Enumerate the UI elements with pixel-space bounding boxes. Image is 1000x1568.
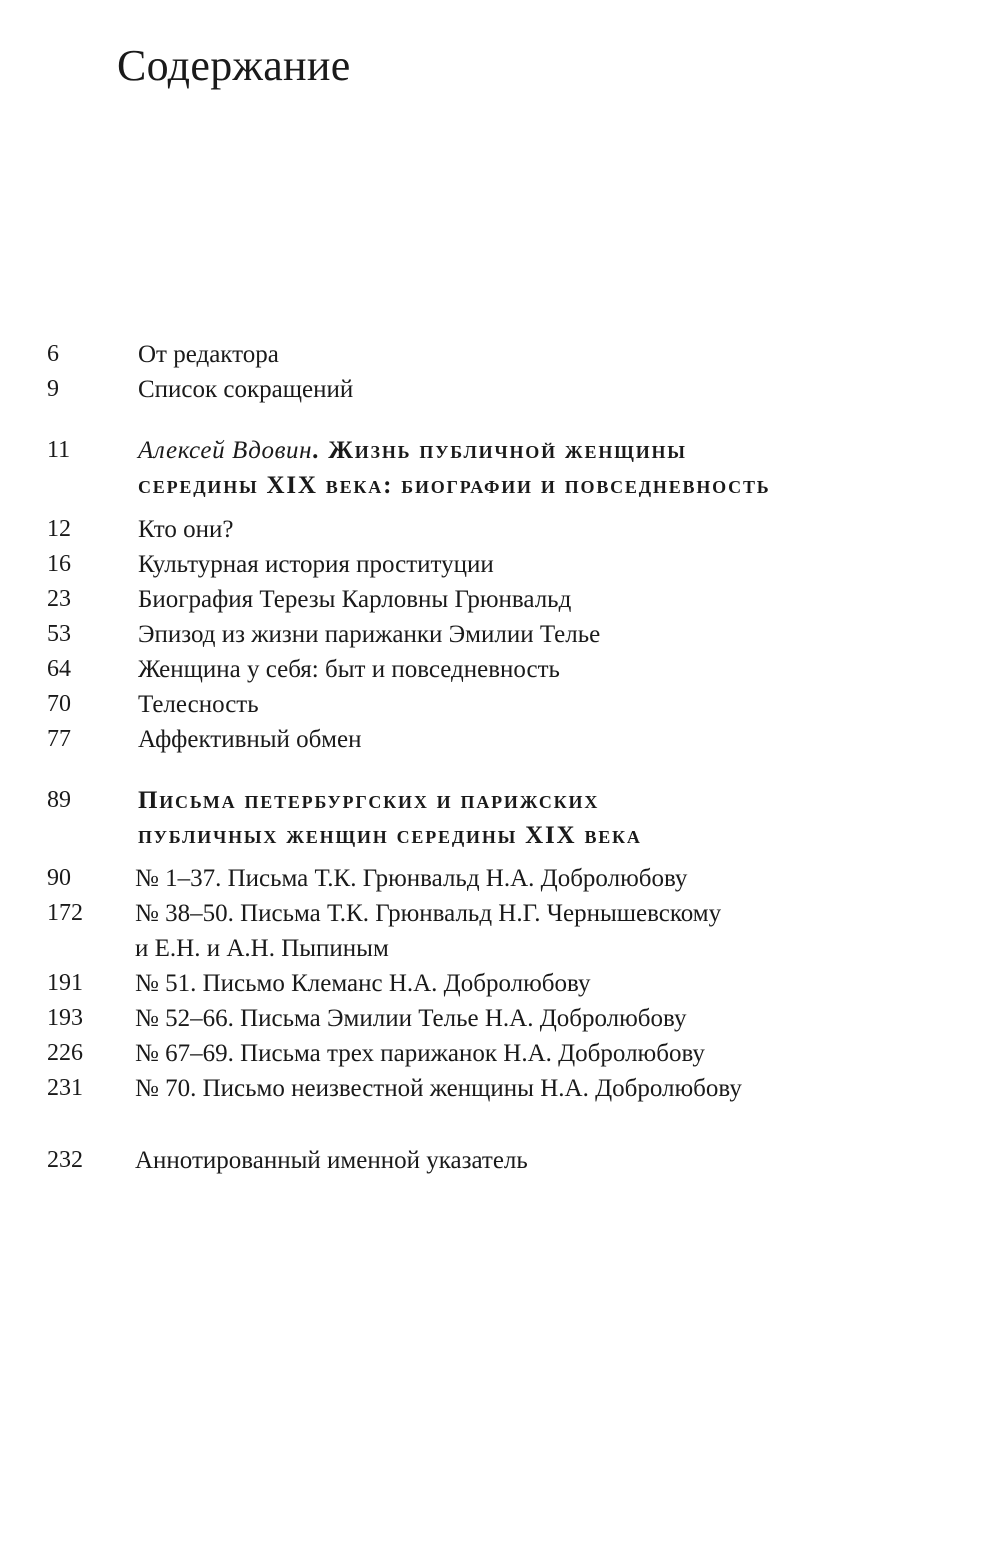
page-number: 12 xyxy=(47,516,71,542)
toc-entry-editor[interactable] xyxy=(0,337,1000,372)
page-number: 11 xyxy=(47,437,71,463)
part-heading-line1: Письма петербургских и парижских xyxy=(138,787,600,814)
toc-entry[interactable] xyxy=(0,687,1000,722)
toc-entry[interactable] xyxy=(0,1071,1000,1106)
toc-part2-heading-cont xyxy=(0,818,1000,853)
page-number: 6 xyxy=(47,341,59,367)
page-number: 232 xyxy=(47,1147,83,1173)
page-number: 89 xyxy=(47,787,71,813)
toc-entry-cont xyxy=(0,931,1000,966)
entry-title: Женщина у себя: быт и повседневность xyxy=(138,656,560,683)
entry-title: № 70. Письмо неизвестной женщины Н.А. Добролюбову xyxy=(135,1075,742,1102)
entry-title: Телесность xyxy=(138,691,259,718)
entry-title: Культурная история проституции xyxy=(138,551,494,578)
page-number: 226 xyxy=(47,1040,83,1066)
entry-title: № 52–66. Письма Эмилии Телье Н.А. Добролюбову xyxy=(135,1005,687,1032)
entry-title: От редактора xyxy=(138,341,279,368)
page-number: 77 xyxy=(47,726,71,752)
entry-title: Биография Терезы Карловны Грюнвальд xyxy=(138,586,572,613)
toc-entry[interactable] xyxy=(0,547,1000,582)
part-heading-line2: публичных женщин середины XIX века xyxy=(138,822,642,849)
toc-entry[interactable] xyxy=(0,1001,1000,1036)
toc-entry[interactable] xyxy=(0,652,1000,687)
toc-entry[interactable] xyxy=(0,722,1000,757)
page-number: 16 xyxy=(47,551,71,577)
page-number: 23 xyxy=(47,586,71,612)
entry-title: Аффективный обмен xyxy=(138,726,362,753)
entry-title: № 67–69. Письма трех парижанок Н.А. Добролюбову xyxy=(135,1040,705,1067)
page-number: 9 xyxy=(47,376,59,402)
toc-entry[interactable] xyxy=(0,582,1000,617)
page-number: 231 xyxy=(47,1075,83,1101)
toc-part1-heading[interactable] xyxy=(0,433,1000,468)
entry-title: Эпизод из жизни парижанки Эмилии Телье xyxy=(138,621,601,648)
toc-entry[interactable] xyxy=(0,512,1000,547)
toc-entry[interactable] xyxy=(0,966,1000,1001)
author-name: Алексей Вдовин xyxy=(138,437,313,464)
toc-entry-abbreviations[interactable] xyxy=(0,372,1000,407)
toc-part2-heading[interactable] xyxy=(0,783,1000,818)
page-title: Содержание xyxy=(117,41,351,90)
part-heading-line1 xyxy=(138,433,687,468)
page-number: 64 xyxy=(47,656,71,682)
entry-title: Список сокращений xyxy=(138,376,354,403)
page-number: 193 xyxy=(47,1005,83,1031)
page-number: 70 xyxy=(47,691,71,717)
entry-title: Кто они? xyxy=(138,516,234,543)
entry-title: № 1–37. Письма Т.К. Грюнвальд Н.А. Добролюбову xyxy=(135,865,688,892)
part-title-start: . Жизнь публичной женщины xyxy=(312,437,687,464)
toc-entry[interactable] xyxy=(0,1036,1000,1071)
page-number: 191 xyxy=(47,970,83,996)
toc-entry-index[interactable] xyxy=(0,1143,1000,1178)
toc-part1-heading-cont xyxy=(0,468,1000,503)
toc-entry[interactable] xyxy=(0,861,1000,896)
entry-title: Аннотированный именной указатель xyxy=(135,1147,528,1174)
page-number: 90 xyxy=(47,865,71,891)
page-number: 172 xyxy=(47,900,83,926)
entry-title: № 51. Письмо Клеманс Н.А. Добролюбову xyxy=(135,970,591,997)
entry-title-continuation: и Е.Н. и А.Н. Пыпиным xyxy=(135,935,389,962)
toc-entry[interactable] xyxy=(0,617,1000,652)
entry-title: № 38–50. Письма Т.К. Грюнвальд Н.Г. Чернышевскому xyxy=(135,900,722,927)
page-number: 53 xyxy=(47,621,71,647)
part-heading-line2: середины XIX века: биографии и повседневность xyxy=(138,472,771,499)
toc-entry[interactable] xyxy=(0,896,1000,931)
